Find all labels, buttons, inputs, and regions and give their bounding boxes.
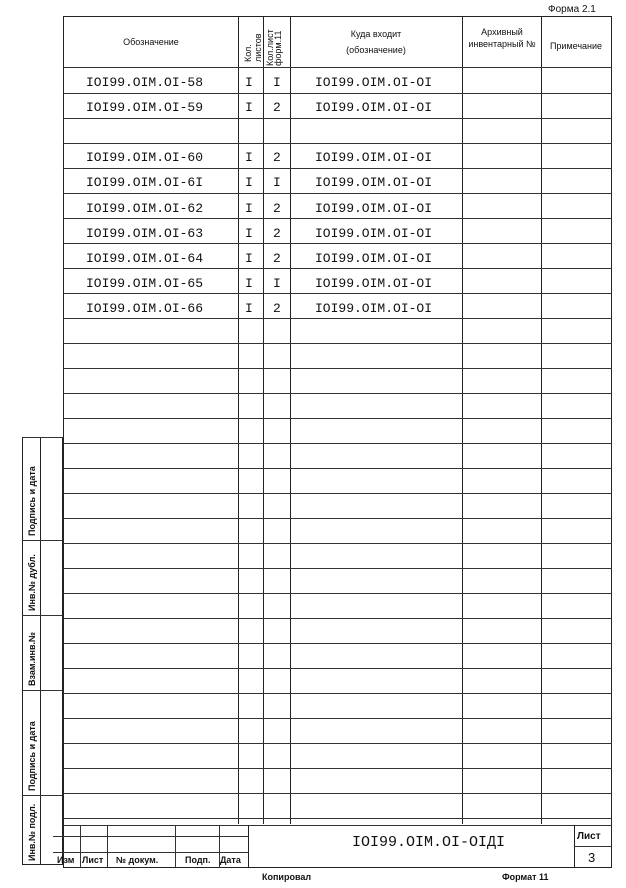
table-row-line	[63, 93, 612, 94]
title-block-col	[107, 825, 108, 868]
row-format: I	[273, 276, 281, 291]
table-row-line	[63, 668, 612, 669]
row-designation: IOI99.OIM.OI-59	[86, 100, 204, 115]
sheet-label: Лист	[577, 831, 601, 842]
title-col-list: Лист	[82, 855, 104, 865]
table-row-line	[63, 743, 612, 744]
title-col-sign: Подп.	[185, 855, 211, 865]
table-row-line	[63, 343, 612, 344]
header-where-used-sub: (обозначение)	[346, 45, 406, 55]
row-designation: IOI99.OIM.OI-65	[86, 276, 204, 291]
row-sheets: I	[245, 276, 253, 291]
table-row-line	[63, 143, 612, 144]
table-row-line	[63, 793, 612, 794]
title-block-sheet-divider	[574, 846, 612, 847]
header-designation: Обозначение	[123, 37, 179, 47]
table-row-line	[63, 443, 612, 444]
row-designation: IOI99.OIM.OI-6I	[86, 175, 204, 190]
col-divider	[290, 16, 291, 824]
header-divider	[63, 67, 612, 68]
row-designation: IOI99.OIM.OI-62	[86, 201, 204, 216]
footer-copied: Копировал	[262, 872, 312, 882]
side-stamp-divider	[22, 615, 63, 616]
row-designation: IOI99.OIM.OI-66	[86, 301, 204, 316]
header-notes: Примечание	[549, 41, 603, 51]
table-row-line	[63, 168, 612, 169]
side-stamp-label: Взам.инв.№	[27, 631, 37, 686]
title-col-date: Дата	[220, 855, 241, 865]
row-designation: IOI99.OIM.OI-60	[86, 150, 204, 165]
title-col-izm: Изм	[57, 855, 75, 865]
footer-format: Формат 11	[502, 872, 549, 882]
table-row-line	[63, 468, 612, 469]
table-row-line	[63, 193, 612, 194]
header-archive: Архивный инвентарный №	[468, 27, 536, 49]
col-divider	[238, 16, 239, 824]
title-block-top	[63, 825, 612, 826]
row-sheets: I	[245, 301, 253, 316]
row-format: 2	[273, 301, 281, 316]
row-format: 2	[273, 251, 281, 266]
row-where-used: IOI99.OIM.OI-OI	[315, 201, 433, 216]
table-row-line	[63, 718, 612, 719]
header-sheets-count: Кол. листов	[243, 33, 263, 62]
header-where-used: Куда входит	[350, 29, 402, 39]
table-row-line	[63, 568, 612, 569]
row-format: I	[273, 175, 281, 190]
table-row-line	[63, 293, 612, 294]
sheet-number: 3	[588, 850, 596, 865]
table-row-line	[63, 693, 612, 694]
table-row-line	[63, 643, 612, 644]
row-designation: IOI99.OIM.OI-64	[86, 251, 204, 266]
table-row-line	[63, 618, 612, 619]
table-row-line	[63, 768, 612, 769]
table-row-line	[63, 318, 612, 319]
table-row-line	[63, 243, 612, 244]
side-stamp-inner	[40, 437, 41, 865]
row-where-used: IOI99.OIM.OI-OI	[315, 226, 433, 241]
table-row-line	[63, 268, 612, 269]
row-sheets: I	[245, 175, 253, 190]
row-where-used: IOI99.OIM.OI-OI	[315, 100, 433, 115]
table-row-line	[63, 118, 612, 119]
table-row-line	[63, 543, 612, 544]
row-where-used: IOI99.OIM.OI-OI	[315, 276, 433, 291]
side-stamp-divider	[22, 540, 63, 541]
row-sheets: I	[245, 251, 253, 266]
header-sheets-format: Кол.лист форм.11	[265, 29, 283, 66]
row-where-used: IOI99.OIM.OI-OI	[315, 251, 433, 266]
side-stamp-divider	[22, 795, 63, 796]
table-row-line	[63, 368, 612, 369]
row-where-used: IOI99.OIM.OI-OI	[315, 175, 433, 190]
row-where-used: IOI99.OIM.OI-OI	[315, 301, 433, 316]
table-row-line	[63, 218, 612, 219]
table-row-line	[63, 818, 612, 819]
side-stamp-divider	[22, 437, 63, 438]
row-where-used: IOI99.OIM.OI-OI	[315, 75, 433, 90]
row-format: I	[273, 75, 281, 90]
table-row-line	[63, 418, 612, 419]
title-block-left-line	[248, 825, 249, 868]
table-row-line	[63, 593, 612, 594]
row-format: 2	[273, 201, 281, 216]
row-sheets: I	[245, 100, 253, 115]
form-label: Форма 2.1	[548, 4, 596, 15]
row-sheets: I	[245, 150, 253, 165]
col-divider	[541, 16, 542, 824]
title-col-doc: № докум.	[116, 855, 159, 865]
col-divider	[263, 16, 264, 824]
row-format: 2	[273, 226, 281, 241]
side-stamp-divider	[22, 690, 63, 691]
row-designation: IOI99.OIM.OI-63	[86, 226, 204, 241]
side-stamp-label: Подпись и дата	[27, 466, 37, 536]
row-designation: IOI99.OIM.OI-58	[86, 75, 204, 90]
side-stamp-label: Инв.№ дубл.	[27, 554, 37, 611]
title-block-col	[80, 825, 81, 868]
side-stamp-label: Подпись и дата	[27, 721, 37, 791]
row-sheets: I	[245, 226, 253, 241]
row-format: 2	[273, 100, 281, 115]
table-row-line	[63, 393, 612, 394]
col-divider	[462, 16, 463, 824]
row-where-used: IOI99.OIM.OI-OI	[315, 150, 433, 165]
row-format: 2	[273, 150, 281, 165]
title-block-col	[175, 825, 176, 868]
table-row-line	[63, 518, 612, 519]
doc-code: IOI99.OIM.OI-OIДI	[352, 834, 506, 851]
side-stamp-label: Инв.№ подл.	[27, 803, 37, 861]
row-sheets: I	[245, 201, 253, 216]
row-sheets: I	[245, 75, 253, 90]
table-row-line	[63, 493, 612, 494]
